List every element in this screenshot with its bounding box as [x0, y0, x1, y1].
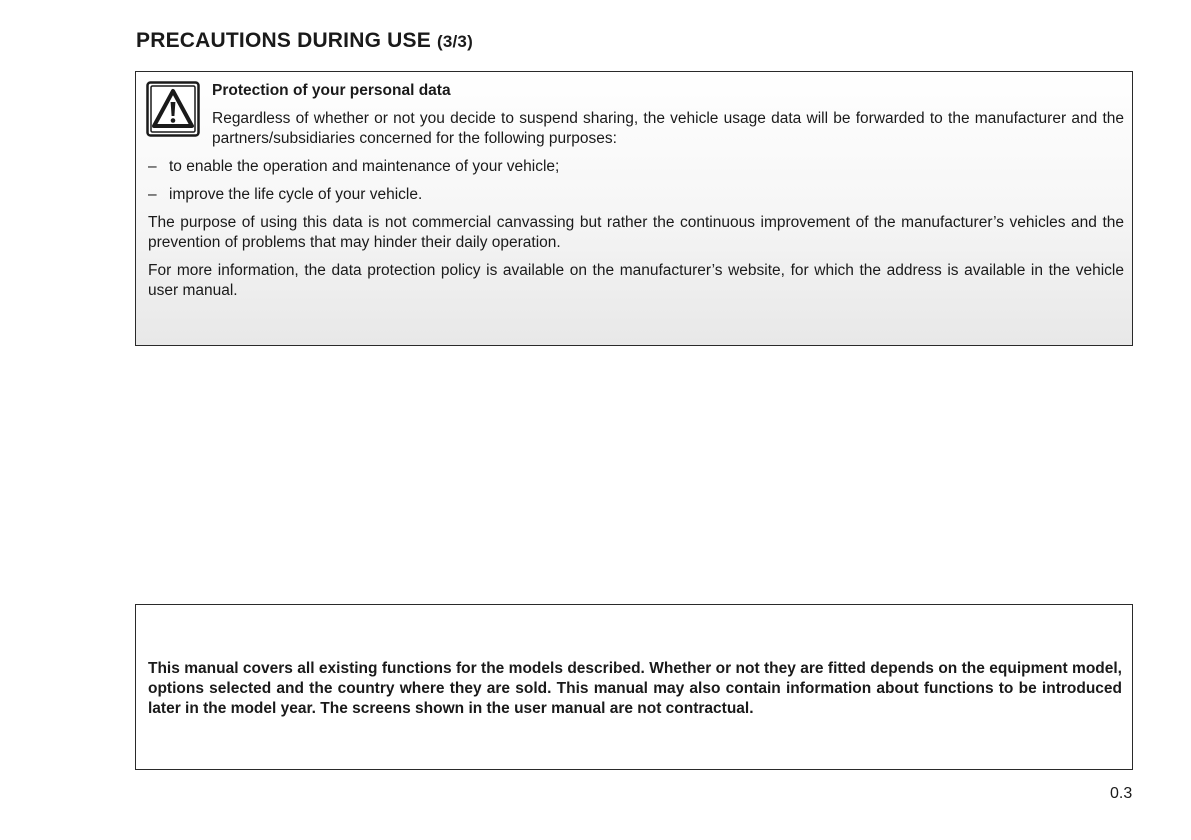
page-title-text: PRECAUTIONS DURING USE: [136, 29, 431, 52]
list-item-text: to enable the operation and maintenance of your vehicle;: [169, 158, 560, 175]
manual-disclaimer-box: [135, 604, 1133, 770]
page-title-suffix: (3/3): [436, 32, 473, 51]
list-item: [148, 157, 559, 185]
list-item: [148, 185, 559, 213]
list-dash: –: [148, 186, 157, 203]
warning-intro-paragraph: Regardless of whether or not you decide to suspend sharing, the vehicle usage data will be forwarded to the manufacturer and the partners/subsidiaries concerned for the following purposes:: [212, 110, 1124, 147]
personal-data-warning-box: [135, 71, 1133, 346]
list-item-text: improve the life cycle of your vehicle.: [169, 186, 423, 203]
page-title: [136, 29, 473, 53]
disclaimer-text: This manual covers all existing functions for the models described. Whether or not they are fitted depends on the equipment model, options selected and the country where they are sold. This manual may also contain information about functions to be introduced later in the model year. The screens shown in the user manual are not contractual.: [148, 660, 1122, 717]
warning-heading: Protection of your personal data: [212, 82, 451, 99]
page-number: 0.3: [1110, 785, 1133, 802]
purpose-list: [148, 157, 559, 213]
list-dash: –: [148, 158, 157, 175]
info-paragraph: For more information, the data protection policy is available on the manufacturer’s website, for which the address is available in the vehicle user manual.: [148, 262, 1124, 299]
warning-triangle-icon: [146, 81, 200, 137]
purpose-paragraph: The purpose of using this data is not commercial canvassing but rather the continuous improvement of the manufacturer’s vehicles and the prevention of problems that may hinder their daily operation.: [148, 214, 1124, 251]
